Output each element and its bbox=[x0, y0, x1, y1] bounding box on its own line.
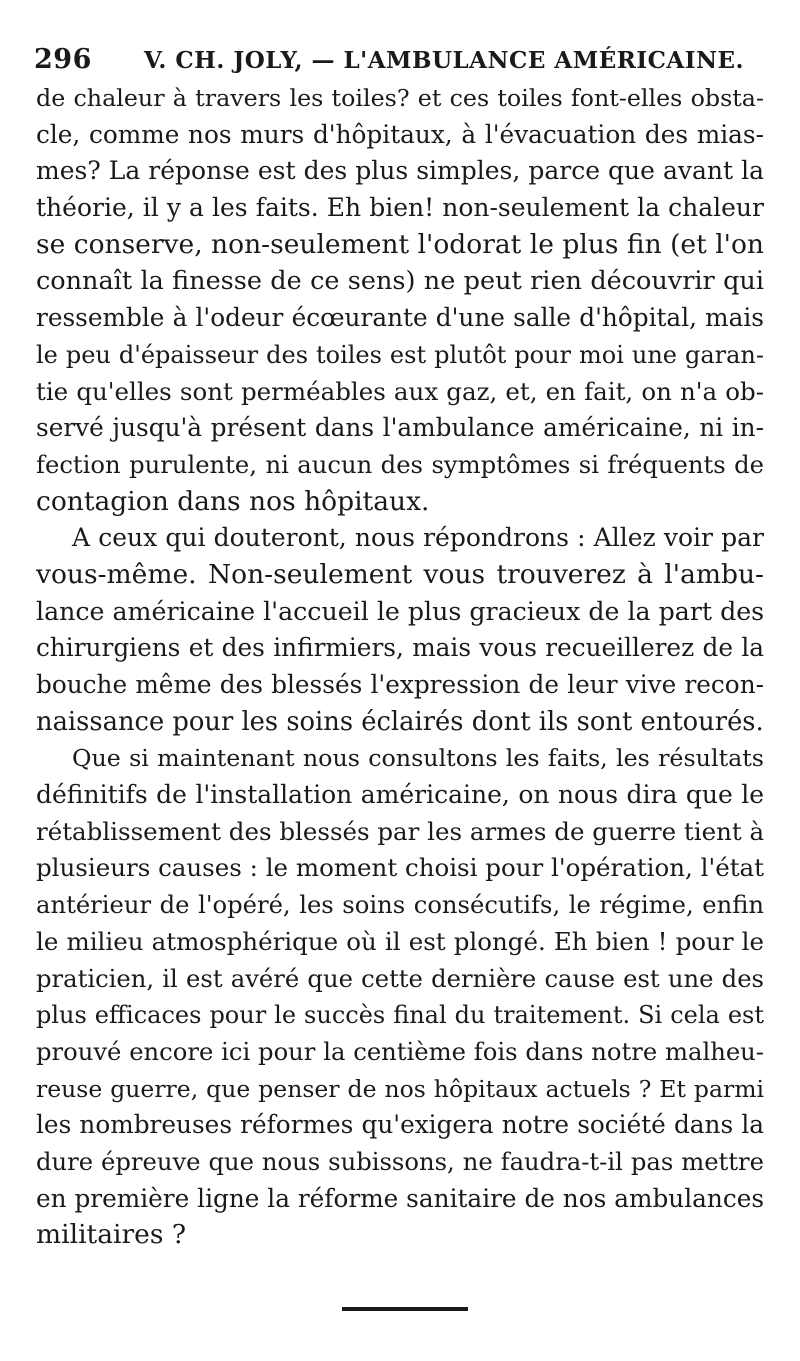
text-line: en première ligne la réforme sanitaire de nos ambulances bbox=[36, 1183, 765, 1213]
text-line: théorie, il y a les faits. Eh bien! non-seulement la chaleur bbox=[36, 193, 764, 223]
paragraph-start-line: Que si maintenant nous consultons les faits, les résultats bbox=[72, 744, 764, 773]
text-line: de chaleur à travers les toiles? et ces toiles font-elles obsta- bbox=[36, 84, 764, 112]
text-line: le peu d'épaisseur des toiles est plutôt pour moi une garan- bbox=[36, 340, 764, 369]
text-line: le milieu atmosphérique où il est plongé. Eh bien ! pour le bbox=[36, 926, 764, 956]
text-line: mes? La réponse est des plus simples, parce que avant la bbox=[36, 156, 764, 186]
text-line: prouvé encore ici pour la centième fois dans notre malheu- bbox=[36, 1036, 764, 1066]
text-line: dure épreuve que nous subissons, ne faudra-t-il pas mettre bbox=[36, 1146, 764, 1176]
text-line: définitifs de l'installation américaine, on nous dira que le bbox=[36, 780, 764, 810]
text-line: ressemble à l'odeur écœurante d'une salle d'hôpital, mais bbox=[36, 303, 764, 333]
text-line: plus efficaces pour le succès final du traitement. Si cela est bbox=[36, 1001, 764, 1030]
text-line: vous-même. Non-seulement vous trouverez à l'ambu- bbox=[36, 558, 764, 590]
text-line: bouche même des blessés l'expression de leur vive recon- bbox=[36, 670, 764, 699]
paragraph-end-line: contagion dans nos hôpitaux. bbox=[36, 485, 430, 517]
text-line: plusieurs causes : le moment choisi pour l'opération, l'état bbox=[36, 853, 764, 883]
paragraph-end-line: militaires ? bbox=[36, 1219, 187, 1251]
body-text bbox=[36, 80, 764, 1254]
text-line: antérieur de l'opéré, les soins consécutifs, le régime, enfin bbox=[36, 890, 764, 920]
text-line: se conserve, non-seulement l'odorat le plus fin (et l'on bbox=[36, 228, 764, 260]
text-line: reuse guerre, que penser de nos hôpitaux actuels ? Et parmi bbox=[36, 1074, 764, 1103]
header-title: V. CH. JOLY, — L'AMBULANCE AMÉRICAINE. bbox=[144, 47, 745, 74]
text-line: chirurgiens et des infirmiers, mais vous recueillerez de la bbox=[36, 633, 764, 663]
end-rule-divider bbox=[342, 1307, 468, 1311]
text-line: connaît la finesse de ce sens) ne peut rien découvrir qui bbox=[36, 266, 764, 297]
text-line: tie qu'elles sont perméables aux gaz, et, en fait, on n'a ob- bbox=[36, 376, 764, 406]
running-head bbox=[34, 40, 774, 80]
text-line: praticien, il est avéré que cette dernière cause est une des bbox=[36, 963, 764, 993]
text-line: lance américaine l'accueil le plus gracieux de la part des bbox=[36, 596, 765, 626]
paragraph-end-line: naissance pour les soins éclairés dont ils sont entourés. bbox=[36, 706, 764, 737]
text-line: servé jusqu'à présent dans l'ambulance américaine, ni in- bbox=[36, 413, 764, 443]
text-line: rétablissement des blessés par les armes de guerre tient à bbox=[36, 816, 765, 846]
page-number: 296 bbox=[34, 44, 92, 75]
text-line: fection purulente, ni aucun des symptômes si fréquents de bbox=[36, 449, 764, 479]
text-line: cle, comme nos murs d'hôpitaux, à l'évacuation des mias- bbox=[36, 119, 764, 149]
text-line: les nombreuses réformes qu'exigera notre société dans la bbox=[36, 1110, 764, 1140]
paragraph-start-line: A ceux qui douteront, nous répondrons : Allez voir par bbox=[72, 523, 764, 553]
